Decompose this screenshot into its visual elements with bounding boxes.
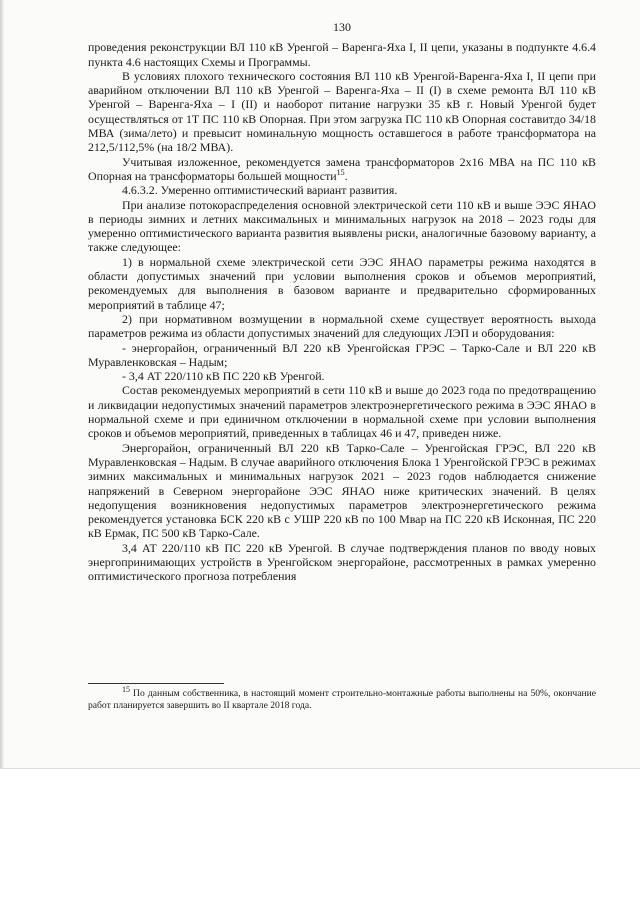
footnote-separator	[88, 683, 224, 684]
list-item: 2) при нормативном возмущении в нормальной схеме существует вероятность выхода параметров режима из области допустимых значений для следующих ЛЭП и оборудования:	[88, 311, 596, 341]
list-item: 1) в нормальной схеме электрической сети ЭЭС ЯНАО параметры режима находятся в области допустимых значений при условии выполнения сроков и объемов мероприятий, рекомендуемых для выполнения в базовом варианте и предварительно сформированных мероприятий в таблице 47;	[88, 254, 596, 312]
paragraph: Энергорайон, ограниченный ВЛ 220 кВ Тарко-Сале – Уренгойская ГРЭС, ВЛ 220 кВ Муравленковская – Надым. В случае аварийного отключения Блока 1 Уренгойской ГРЭС в режимах зимних максимальных и минимальных нагрузок 2021 – 2023 годов наблюдается снижение напряжений в Северном энергорайоне ЭЭС ЯНАО ниже критических значений. В целях недопущения возникновения недопустимых параметров электроэнергетического режима рекомендуется установка БСК 220 кВ с УШР 220 кВ по 100 Мвар на ПС 220 кВ Исконная, ПС 220 кВ Ермак, ПС 500 кВ Тарко-Сале.	[88, 440, 596, 541]
footnote	[88, 684, 596, 712]
paragraph: Состав рекомендуемых мероприятий в сети 110 кВ и выше до 2023 года по предотвращению и ликвидации недопустимых значений параметров электроэнергетического режима в ЭЭС ЯНАО в нормальной схеме и при единичном отключении в нормальной схеме при условии выполнения сроков и объемов мероприятий, приведенных в таблицах 46 и 47, приведен ниже.	[88, 383, 596, 441]
footnote-marker: 15	[336, 168, 345, 177]
paragraph: В условиях плохого технического состояния ВЛ 110 кВ Уренгой-Варенга-Яха I, II цепи при аварийном отключении ВЛ 110 кВ Уренгой – Варенга-Яха – II (I) в схеме ремонта ВЛ 110 кВ Уренгой – Варенга-Яха – I (II) и наоборот питание нагрузки 35 кВ г. Новый Уренгой будет осуществляться от 1Т ПС 110 кВ Опорная. При этом загрузка ПС 110 кВ Опорная составитдо 34/18 МВА (зима/лето) и превысит номинальную мощность оставшегося в работе трансформатора на 212,5/112,5% (на 18/2 МВА).	[88, 68, 596, 155]
paragraph: 3,4 АТ 220/110 кВ ПС 220 кВ Уренгой. В случае подтверждения планов по вводу новых энергопринимающих устройств в Уренгойском энергорайоне, рассмотренных в рамках умеренно оптимистического прогноза потребления	[88, 540, 596, 584]
paragraph-text: Учитывая изложенное, рекомендуется замена трансформаторов 2х16 МВА на ПС 110 кВ Опорная на трансформаторы большей мощности	[88, 154, 596, 183]
paragraph	[88, 155, 596, 184]
paragraph-end: .	[344, 168, 348, 183]
footnote-number: 15	[122, 684, 130, 694]
dash-item: - энергорайон, ограниченный ВЛ 220 кВ Уренгойская ГРЭС – Тарко-Сале и ВЛ 220 кВ Муравленковская – Надым;	[88, 340, 596, 369]
scan-shadow-edge	[0, 0, 4, 768]
section-heading: 4.6.3.2. Умеренно оптимистический вариант развития.	[122, 183, 398, 198]
page-number: 130	[333, 20, 351, 34]
paragraph: При анализе потокораспределения основной электрической сети 110 кВ и выше ЭЭС ЯНАО в периоды зимних и летних максимальных и минимальных нагрузок на 2018 – 2023 годы для умеренно оптимистического варианта развития выявлены риски, аналогичные базовому варианту, а также следующее:	[88, 197, 596, 255]
footnote-text: По данным собственника, в настоящий момент строительно-монтажные работы выполнены на 50%, окончание работ планируется завершить во II квартале 2018 года.	[88, 688, 596, 711]
dash-item: - 3,4 АТ 220/110 кВ ПС 220 кВ Уренгой.	[122, 369, 325, 384]
page-body	[88, 20, 596, 584]
paragraph: проведения реконструкции ВЛ 110 кВ Уренгой – Варенга-Яха I, II цепи, указаны в подпункте 4.6.4 пункта 4.6 настоящих Схемы и Программы.	[88, 40, 596, 69]
